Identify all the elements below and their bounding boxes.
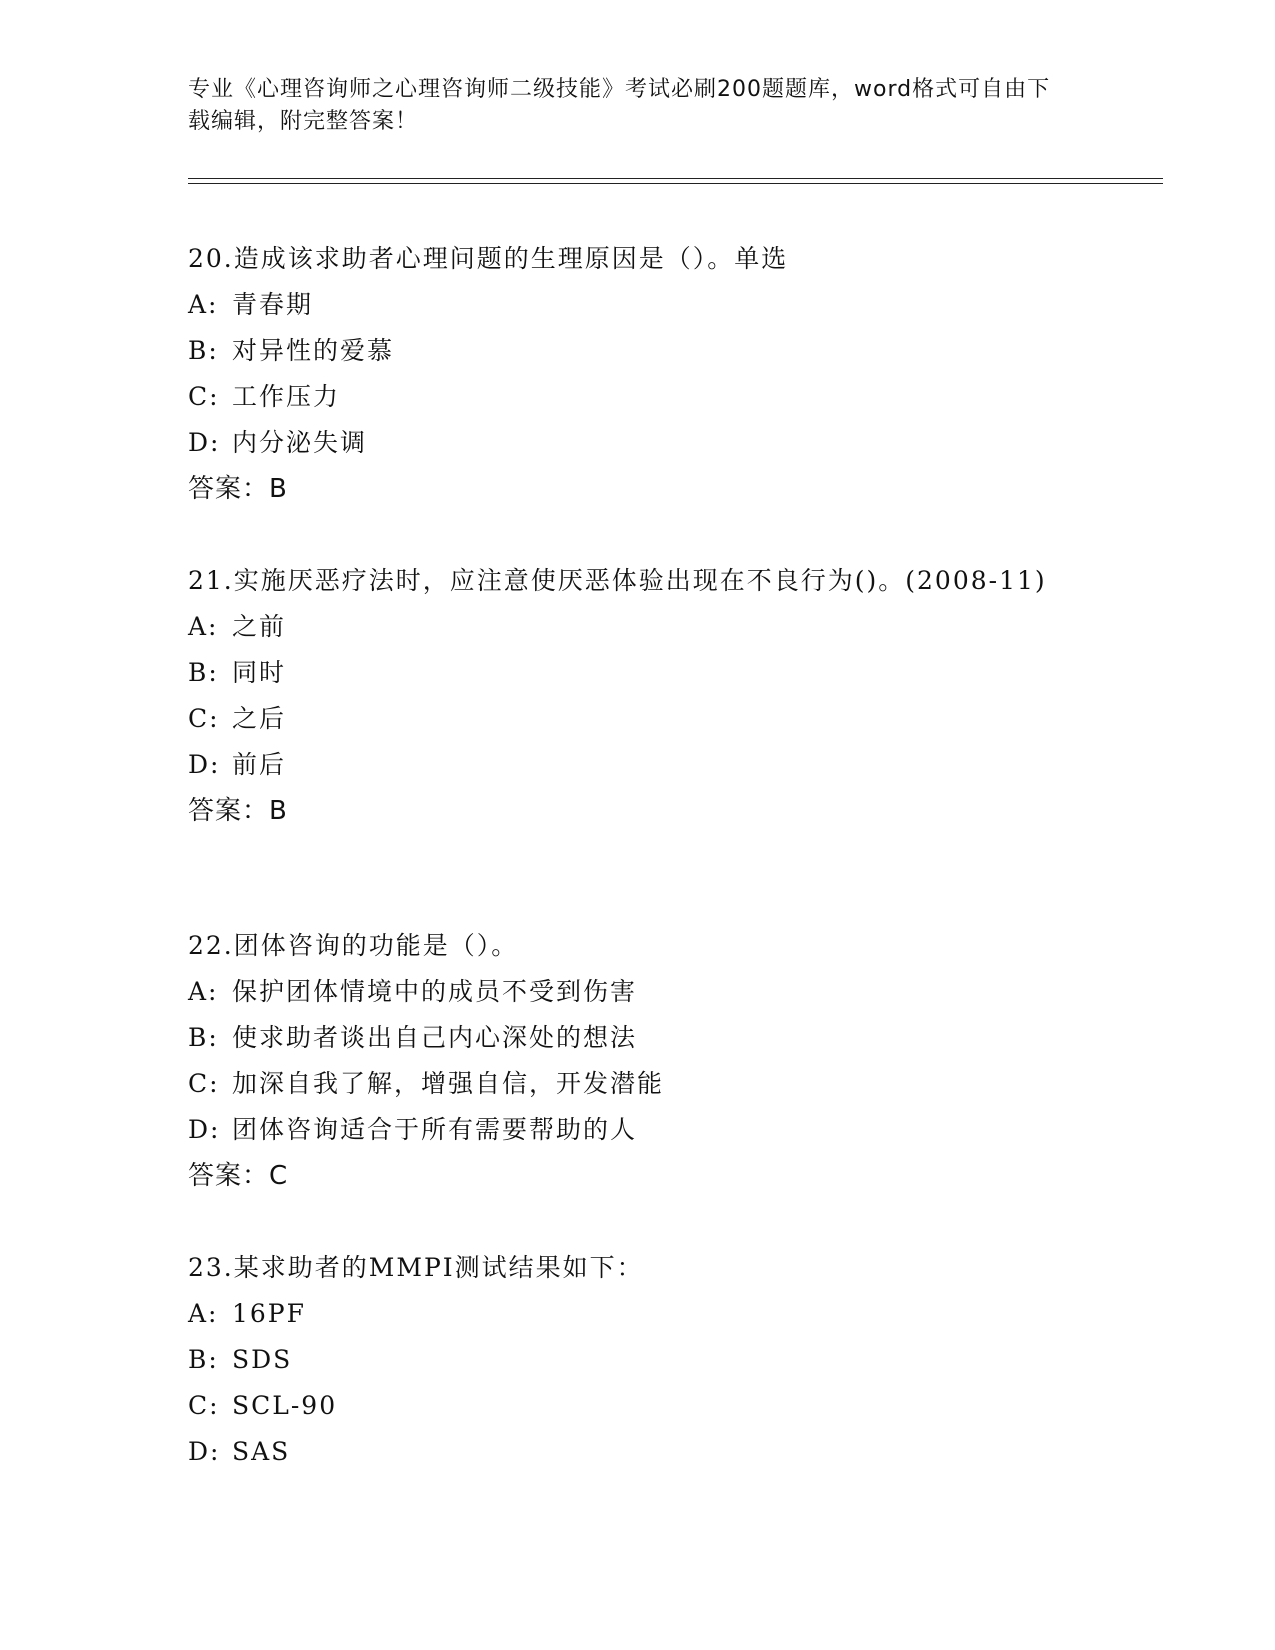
option-b (188, 1015, 1068, 1061)
option-text: 内分泌失调 (232, 428, 368, 457)
header-divider-bottom (188, 183, 1163, 184)
option-text: 同时 (232, 658, 287, 687)
option-text: 之后 (232, 704, 287, 733)
option-a (188, 604, 1068, 650)
question-stem: 23.某求助者的MMPI测试结果如下： (188, 1253, 644, 1282)
answer-line: 答案：C (188, 1161, 289, 1191)
option-text: 工作压力 (232, 382, 341, 411)
option-c (188, 1383, 1068, 1429)
option-text: 之前 (232, 612, 287, 641)
question-20 (188, 236, 1068, 512)
option-text: 对异性的爱慕 (232, 336, 395, 365)
option-text: SCL-90 (232, 1391, 338, 1420)
option-b (188, 1337, 1068, 1383)
option-letter: A: (188, 612, 219, 641)
option-letter: A: (188, 977, 219, 1006)
option-text: 保护团体情境中的成员不受到伤害 (232, 977, 638, 1006)
option-d (188, 1107, 1068, 1153)
option-letter: C: (188, 704, 220, 733)
question-stem: 22.团体咨询的功能是（）。 (188, 931, 519, 960)
question-stem: 21.实施厌恶疗法时，应注意使厌恶体验出现在不良行为()。(2008-11) (188, 566, 1047, 595)
document-header (188, 74, 1068, 138)
question-21 (188, 558, 1068, 834)
option-letter: D: (188, 1437, 221, 1466)
question-22 (188, 923, 1068, 1199)
option-letter: A: (188, 290, 219, 319)
question-stem: 20.造成该求助者心理问题的生理原因是（）。单选 (188, 244, 789, 273)
answer-line: 答案：B (188, 474, 288, 504)
option-d (188, 420, 1068, 466)
header-text: 专业《心理咨询师之心理咨询师二级技能》考试必刷200题题库，word格式可自由下载编辑，附完整答案！ (188, 77, 1051, 134)
option-letter: A: (188, 1299, 219, 1328)
option-d (188, 1429, 1068, 1475)
option-letter: C: (188, 1069, 220, 1098)
option-c (188, 1061, 1068, 1107)
option-text: 青春期 (232, 290, 314, 319)
option-text: SAS (232, 1437, 291, 1466)
option-letter: B: (188, 336, 219, 365)
option-text: 16PF (232, 1299, 306, 1328)
option-c (188, 696, 1068, 742)
option-text: 加深自我了解，增强自信，开发潜能 (232, 1069, 665, 1098)
option-b (188, 328, 1068, 374)
option-letter: C: (188, 1391, 220, 1420)
option-letter: D: (188, 1115, 221, 1144)
option-letter: C: (188, 382, 220, 411)
option-text: 使求助者谈出自己内心深处的想法 (232, 1023, 638, 1052)
option-text: 前后 (232, 750, 287, 779)
question-23 (188, 1245, 1068, 1475)
option-d (188, 742, 1068, 788)
option-letter: B: (188, 658, 219, 687)
option-c (188, 374, 1068, 420)
option-letter: D: (188, 750, 221, 779)
option-b (188, 650, 1068, 696)
option-a (188, 282, 1068, 328)
option-letter: B: (188, 1345, 219, 1374)
option-a (188, 969, 1068, 1015)
option-letter: B: (188, 1023, 219, 1052)
header-divider-top (188, 178, 1163, 179)
option-text: 团体咨询适合于所有需要帮助的人 (232, 1115, 638, 1144)
option-a (188, 1291, 1068, 1337)
answer-line: 答案：B (188, 796, 288, 826)
option-text: SDS (232, 1345, 293, 1374)
option-letter: D: (188, 428, 221, 457)
